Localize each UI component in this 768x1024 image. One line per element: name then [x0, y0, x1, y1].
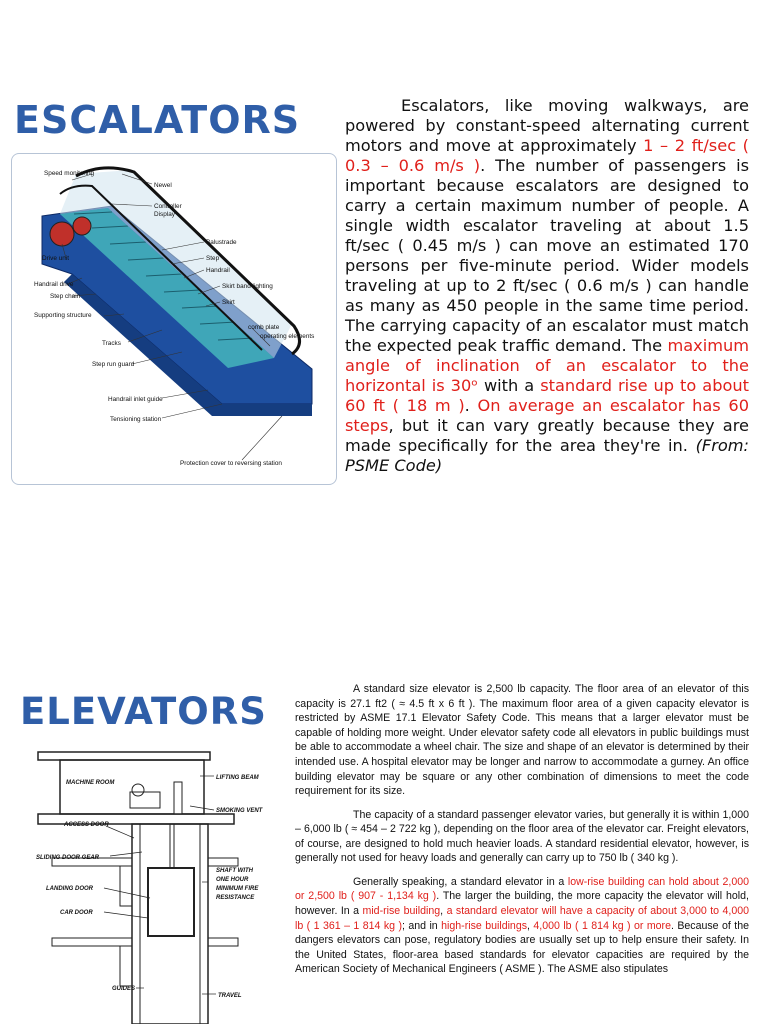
esc-text-part: Escalators, like moving walkways, are powered by constant-speed alternating current motors and move at approximately	[345, 96, 749, 155]
label-display: Display	[154, 211, 175, 218]
esc-text-part: . The number of passengers is important because escalators are designed to carry a certain maximum number of people. A single width escalator traveling at about 1.5 ft/sec ( 0.45 m/s ) can move an estimated 170 persons per five-minute period. Wider models traveling at up to 2 ft/sec ( 0.6 m/s ) can handle as many as 450 people in the same time period. The carrying capacity of an escalator must match the expected peak traffic demand. The	[345, 156, 750, 355]
elev-paragraph-3	[295, 875, 749, 977]
label-shaft-1: SHAFT WITH	[216, 868, 253, 874]
elev-highlight-mid-capacity: a standard elevator will have a capacity of about 3,000 to 4,000 lb ( 1 361 – 1 814 kg )	[295, 904, 750, 932]
label-balustrade: Balustrade	[206, 239, 237, 246]
label-handrail-inlet-guide: Handrail inlet guide	[108, 396, 163, 403]
label-step: Step	[206, 255, 220, 262]
label-guides: GUIDES	[112, 986, 136, 992]
label-skirt: Skirt	[222, 299, 235, 306]
label-tracks: Tracks	[102, 340, 121, 347]
escalators-body-text	[345, 96, 749, 476]
label-tensioning-station: Tensioning station	[110, 416, 162, 423]
label-skirt-band-lighting: Skirt band lighting	[222, 283, 273, 290]
esc-source: (From: PSME Code)	[345, 436, 749, 475]
esc-text-part: , but it can vary greatly because they are made specifically for the area they're in.	[345, 416, 749, 455]
elev-text-part: ,	[527, 919, 534, 932]
esc-highlight-steps: On average an escalator has 60 steps	[345, 396, 749, 435]
escalator-diagram	[11, 153, 337, 485]
escalators-title: ESCALATORS	[14, 98, 301, 142]
label-step-chain: Step chain	[50, 293, 81, 300]
label-controller: Controller	[154, 203, 182, 210]
label-supporting-structure: Supporting structure	[34, 312, 92, 319]
elev-highlight-high-rise: high-rise buildings	[441, 919, 528, 932]
elev-paragraph-1: A standard size elevator is 2,500 lb capacity. The floor area of an elevator of this capacity is 27.1 ft2 ( ≈ 4.5 ft x 6 ft ). The maximum floor area of a given capacity elevator is restricted by ASME 17.1 Elevator Safety Code. This means that a larger elevator must be capable of holding more weight. Under elevator safety code all elevators in public buildings must be able to accommodate a wheel chair. The size and shape of an elevator is determined by their intended use. A hospital elevator may be longer and narrow to accommodate a gurney. An office building elevator may be square or any other combination of dimensions to meet the code requirement for its size.	[295, 683, 749, 798]
elev-text-part: . The larger the building, the more capacity the elevator will hold, however. In a	[295, 890, 749, 917]
label-shaft-4: RESISTANCE	[216, 895, 255, 901]
label-speed-monitoring: Speed monitoring	[44, 170, 95, 177]
label-sliding-door-gear: SLIDING DOOR GEAR	[36, 855, 100, 861]
label-shaft-3: MINIMUM FIRE	[216, 886, 259, 892]
elevator-diagram	[20, 742, 288, 1024]
elev-text-part: . Because of the dangers elevators can pose, regulatory bodies are usually set up to help ensure their safety. In the United States, floor-area based standards for elevator capacities are required by the American Society of Mechanical Engineers ( ASME ). The ASME also stipulates	[295, 919, 749, 976]
elev-highlight-mid-rise: mid-rise building	[362, 904, 441, 917]
label-drive-unit: Drive unit	[42, 255, 69, 262]
label-shaft-2: ONE HOUR	[216, 877, 249, 883]
label-smoking-vent: SMOKING VENT	[216, 808, 263, 814]
esc-highlight-rise: standard rise up to about 60 ft ( 18 m )	[345, 376, 750, 415]
label-handrail: Handrail	[206, 267, 230, 274]
elev-highlight-low-rise: low-rise building can hold about 2,000 or 2,500 lb ( 907 - 1,134 kg )	[295, 875, 749, 903]
esc-highlight-speed: 1 – 2 ft/sec ( 0.3 – 0.6 m/s )	[345, 136, 749, 175]
elev-text-part: ,	[440, 904, 447, 917]
label-operating-elements: operating elements	[260, 333, 315, 340]
label-comb-plate: comb plate	[248, 324, 280, 331]
label-newel: Newel	[154, 182, 172, 189]
elevators-body-text	[295, 682, 749, 986]
elev-paragraph-2: The capacity of a standard passenger elevator varies, but generally it is within 1,000 – 6,000 lb ( ≈ 454 – 2 722 kg ), depending on the floor area of the elevator car. Freight elevators, of course, are designed to hold much heavier loads. A standard residential elevator, however, is generally not used for heavy loads and generally can carry up to 750 lb ( 340 kg ).	[295, 808, 749, 865]
label-handrail-drive: Handrail drive	[34, 281, 74, 288]
label-car-door: CAR DOOR	[60, 910, 93, 916]
label-access-door: ACCESS DOOR	[64, 822, 109, 828]
elev-text-part: Generally speaking, a standard elevator in a	[353, 875, 568, 888]
label-step-run-guard: Step run guard	[92, 361, 135, 368]
esc-highlight-angle: maximum angle of inclination of an escalator to the horizontal is 30ᵒ	[345, 336, 749, 395]
elev-highlight-high-capacity: 4,000 lb ( 1 814 kg ) or more	[533, 919, 671, 932]
elevators-title: ELEVATORS	[20, 690, 267, 733]
label-lifting-beam: LIFTING BEAM	[216, 775, 259, 781]
label-landing-door: LANDING DOOR	[46, 886, 93, 892]
esc-text-part: with a	[477, 376, 541, 395]
label-travel: TRAVEL	[218, 993, 242, 999]
label-protection-cover: Protection cover to reversing station	[180, 460, 282, 467]
label-machine-room: MACHINE ROOM	[66, 780, 115, 786]
elev-text-part: ; and in	[401, 919, 442, 932]
esc-text-part: .	[464, 396, 478, 415]
